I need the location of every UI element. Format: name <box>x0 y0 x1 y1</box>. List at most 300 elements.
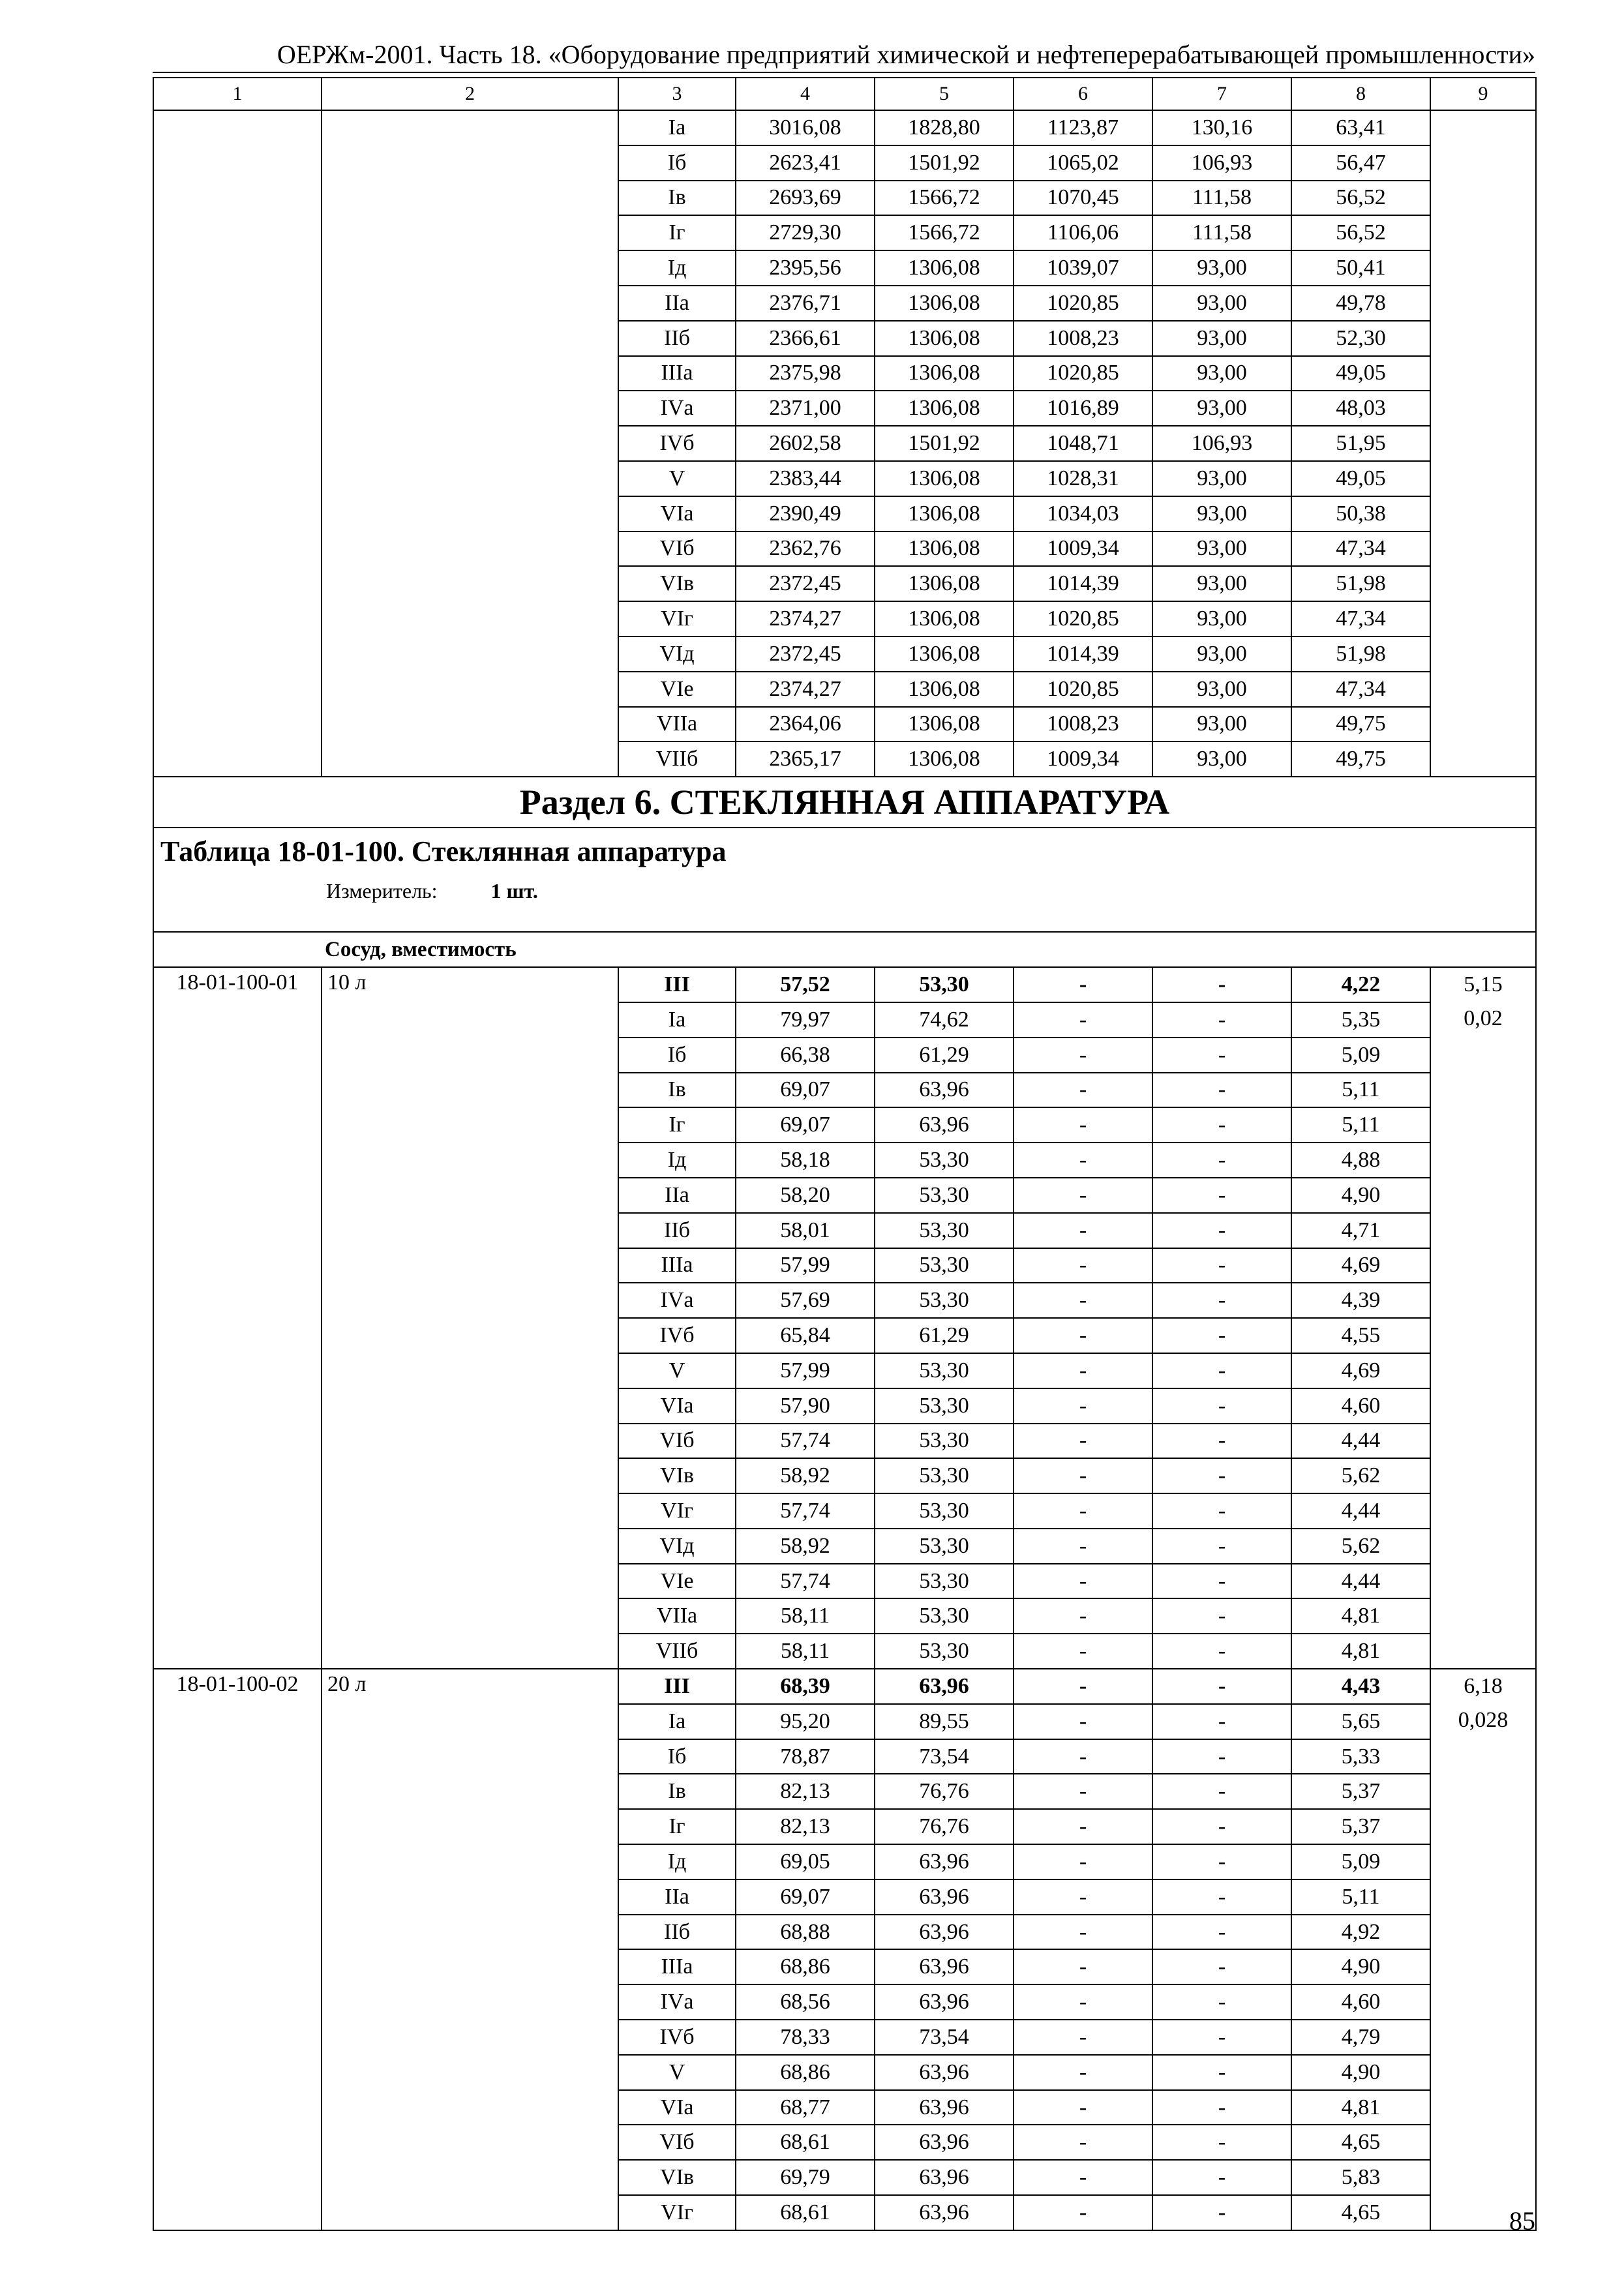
value-cell: 2395,56 <box>736 250 875 286</box>
value-cell: - <box>1014 1143 1152 1178</box>
zone-cell: VIв <box>618 1458 736 1493</box>
name-cell <box>322 461 618 496</box>
value-cell: - <box>1152 1915 1291 1950</box>
value-cell: - <box>1014 1248 1152 1283</box>
zone-cell: Iа <box>618 1704 736 1739</box>
value-cell: 93,00 <box>1152 250 1291 286</box>
section-row <box>153 777 1536 828</box>
item-name: 10 л <box>322 967 618 1669</box>
value-cell: 5,11 <box>1291 1879 1430 1915</box>
zone-cell: IVа <box>618 1283 736 1318</box>
value-cell: 5,65 <box>1291 1704 1430 1739</box>
value-cell: 76,76 <box>875 1774 1014 1809</box>
value-cell: 2364,06 <box>736 707 875 742</box>
table-row <box>153 110 1536 145</box>
zone-cell: III <box>618 1669 736 1704</box>
name-cell <box>322 145 618 181</box>
value-cell: 1306,08 <box>875 707 1014 742</box>
code-cell <box>153 145 322 181</box>
value-cell: 4,71 <box>1291 1213 1430 1248</box>
value-cell: 5,37 <box>1291 1774 1430 1809</box>
value-cell: 56,52 <box>1291 181 1430 216</box>
value-cell: 1039,07 <box>1014 250 1152 286</box>
value-cell: 89,55 <box>875 1704 1014 1739</box>
value-cell: 68,56 <box>736 1984 875 2020</box>
value-cell: - <box>1152 1073 1291 1108</box>
value-cell: 2729,30 <box>736 215 875 250</box>
table-row <box>153 636 1536 672</box>
value-cell: 4,65 <box>1291 2125 1430 2160</box>
code-cell <box>153 636 322 672</box>
value-cell: 4,69 <box>1291 1353 1430 1388</box>
zone-cell: VIв <box>618 566 736 601</box>
value-cell: 5,33 <box>1291 1739 1430 1774</box>
section-title: Раздел 6. СТЕКЛЯННАЯ АППАРАТУРА <box>153 777 1536 828</box>
value-cell: 93,00 <box>1152 461 1291 496</box>
value-cell: 78,87 <box>736 1739 875 1774</box>
name-cell <box>322 707 618 742</box>
value-cell: 1306,08 <box>875 286 1014 321</box>
value-cell: 68,77 <box>736 2090 875 2125</box>
value-cell: 63,96 <box>875 1984 1014 2020</box>
value-cell: - <box>1014 1458 1152 1493</box>
value-cell: 93,00 <box>1152 356 1291 391</box>
zone-cell: IIIа <box>618 356 736 391</box>
column-number: 4 <box>736 78 875 110</box>
value-cell: 57,99 <box>736 1248 875 1283</box>
value-cell: 58,92 <box>736 1458 875 1493</box>
value-cell: 74,62 <box>875 1002 1014 1038</box>
value-cell: - <box>1152 1318 1291 1353</box>
name-cell <box>322 215 618 250</box>
table-header-row <box>153 828 1536 932</box>
value-cell: - <box>1014 1002 1152 1038</box>
value-cell: 61,29 <box>875 1038 1014 1073</box>
value-cell: 93,00 <box>1152 636 1291 672</box>
zone-cell: VIб <box>618 1424 736 1459</box>
value-cell: 93,00 <box>1152 566 1291 601</box>
zone-cell: VIб <box>618 531 736 567</box>
value-cell: 5,11 <box>1291 1073 1430 1108</box>
zone-cell: VIа <box>618 496 736 531</box>
value-cell: - <box>1152 2090 1291 2125</box>
table-title: Таблица 18-01-100. Стеклянная аппаратура <box>160 835 727 868</box>
value-cell: - <box>1152 1984 1291 2020</box>
column-number: 9 <box>1430 78 1536 110</box>
name-cell <box>322 496 618 531</box>
table-body <box>153 78 1536 2230</box>
value-cell: - <box>1014 2125 1152 2160</box>
value-cell: - <box>1152 1038 1291 1073</box>
zone-cell: IIIа <box>618 1248 736 1283</box>
value-cell: 57,99 <box>736 1353 875 1388</box>
value-cell: 2623,41 <box>736 145 875 181</box>
value-cell: 53,30 <box>875 1248 1014 1283</box>
value-cell: - <box>1014 2055 1152 2090</box>
value-cell: - <box>1014 1879 1152 1915</box>
table-row <box>153 215 1536 250</box>
value-cell: 1028,31 <box>1014 461 1152 496</box>
column-number: 8 <box>1291 78 1430 110</box>
table-row <box>153 1669 1536 1704</box>
value-cell: 57,74 <box>736 1493 875 1529</box>
col9-cell <box>1430 741 1536 777</box>
meter-label: Измеритель: <box>326 879 438 903</box>
name-cell <box>322 321 618 356</box>
zone-cell: Iв <box>618 181 736 216</box>
code-cell <box>153 286 322 321</box>
value-cell: - <box>1014 1634 1152 1669</box>
code-cell <box>153 741 322 777</box>
value-cell: - <box>1152 1704 1291 1739</box>
table-row <box>153 461 1536 496</box>
col9-cell <box>1430 636 1536 672</box>
col9-cell <box>1430 356 1536 391</box>
zone-cell: VIг <box>618 1493 736 1529</box>
value-cell: 2383,44 <box>736 461 875 496</box>
value-cell: - <box>1014 2090 1152 2125</box>
value-cell: 1306,08 <box>875 741 1014 777</box>
value-cell: - <box>1152 1248 1291 1283</box>
value-cell: 1501,92 <box>875 145 1014 181</box>
price-table <box>153 77 1537 2231</box>
table-header-cell <box>153 828 1536 932</box>
name-cell <box>322 110 618 145</box>
value-cell: 53,30 <box>875 1634 1014 1669</box>
table-row <box>153 531 1536 567</box>
column-number: 2 <box>322 78 618 110</box>
zone-cell: VIд <box>618 636 736 672</box>
value-cell: 49,75 <box>1291 707 1430 742</box>
value-cell: 79,97 <box>736 1002 875 1038</box>
value-cell: 1065,02 <box>1014 145 1152 181</box>
name-cell <box>322 391 618 426</box>
table-row <box>153 145 1536 181</box>
table-row <box>153 672 1536 707</box>
value-cell: - <box>1014 2020 1152 2055</box>
value-cell: 47,34 <box>1291 601 1430 636</box>
value-cell: 93,00 <box>1152 601 1291 636</box>
value-cell: 1034,03 <box>1014 496 1152 531</box>
name-cell <box>322 741 618 777</box>
value-cell: 49,78 <box>1291 286 1430 321</box>
value-cell: 1008,23 <box>1014 707 1152 742</box>
value-cell: - <box>1014 1529 1152 1564</box>
value-cell: 4,60 <box>1291 1388 1430 1424</box>
zone-cell: VIIа <box>618 1598 736 1634</box>
value-cell: - <box>1014 2160 1152 2195</box>
code-cell <box>153 391 322 426</box>
name-cell <box>322 250 618 286</box>
name-cell <box>322 566 618 601</box>
value-cell: - <box>1014 1178 1152 1213</box>
value-cell: - <box>1152 1388 1291 1424</box>
value-cell: 1566,72 <box>875 215 1014 250</box>
value-cell: 1306,08 <box>875 636 1014 672</box>
value-cell: 1070,45 <box>1014 181 1152 216</box>
table-row <box>153 426 1536 461</box>
table-row <box>153 566 1536 601</box>
name-cell <box>322 672 618 707</box>
value-cell: - <box>1014 1318 1152 1353</box>
zone-cell: III <box>618 967 736 1002</box>
col9-value: 5,15 <box>1464 972 1503 997</box>
subsection-title: Сосуд, вместимость <box>325 937 517 961</box>
value-cell: - <box>1014 1844 1152 1879</box>
column-number: 7 <box>1152 78 1291 110</box>
zone-cell: IIIа <box>618 1949 736 1984</box>
value-cell: 1014,39 <box>1014 636 1152 672</box>
value-cell: 63,96 <box>875 1879 1014 1915</box>
value-cell: 1306,08 <box>875 250 1014 286</box>
value-cell: - <box>1152 1739 1291 1774</box>
value-cell: 53,30 <box>875 1529 1014 1564</box>
value-cell: - <box>1152 2125 1291 2160</box>
value-cell: 93,00 <box>1152 741 1291 777</box>
value-cell: 49,05 <box>1291 356 1430 391</box>
value-cell: 1009,34 <box>1014 741 1152 777</box>
value-cell: 111,58 <box>1152 215 1291 250</box>
value-cell: 63,96 <box>875 1107 1014 1143</box>
zone-cell: Iб <box>618 145 736 181</box>
col9-cell <box>1430 566 1536 601</box>
value-cell: 93,00 <box>1152 672 1291 707</box>
zone-cell: V <box>618 461 736 496</box>
value-cell: - <box>1152 2195 1291 2230</box>
value-cell: 1501,92 <box>875 426 1014 461</box>
value-cell: 1009,34 <box>1014 531 1152 567</box>
value-cell: 2374,27 <box>736 672 875 707</box>
value-cell: 63,96 <box>875 2125 1014 2160</box>
value-cell: 57,52 <box>736 967 875 1002</box>
value-cell: 53,30 <box>875 1493 1014 1529</box>
value-cell: 53,30 <box>875 1213 1014 1248</box>
name-cell <box>322 636 618 672</box>
value-cell: 52,30 <box>1291 321 1430 356</box>
value-cell: 95,20 <box>736 1704 875 1739</box>
col9-cell <box>1430 426 1536 461</box>
col9-cell <box>1430 967 1536 1669</box>
value-cell: 106,93 <box>1152 145 1291 181</box>
column-number-row <box>153 78 1536 110</box>
value-cell: 68,61 <box>736 2125 875 2160</box>
value-cell: 5,11 <box>1291 1107 1430 1143</box>
value-cell: 3016,08 <box>736 110 875 145</box>
value-cell: 53,30 <box>875 1388 1014 1424</box>
page-number: 85 <box>1509 2206 1535 2236</box>
value-cell: 51,98 <box>1291 636 1430 672</box>
code-cell <box>153 110 322 145</box>
code-cell <box>153 321 322 356</box>
col9-value: 0,028 <box>1458 1707 1509 1732</box>
value-cell: 2371,00 <box>736 391 875 426</box>
zone-cell: IIа <box>618 286 736 321</box>
zone-cell: VIIб <box>618 741 736 777</box>
value-cell: 5,09 <box>1291 1038 1430 1073</box>
value-cell: 58,01 <box>736 1213 875 1248</box>
value-cell: - <box>1014 1949 1152 1984</box>
value-cell: 4,22 <box>1291 967 1430 1002</box>
item-code: 18-01-100-02 <box>153 1669 322 2230</box>
col9-cell <box>1430 531 1536 567</box>
value-cell: 2693,69 <box>736 181 875 216</box>
value-cell: 1020,85 <box>1014 672 1152 707</box>
value-cell: - <box>1014 2195 1152 2230</box>
value-cell: 1306,08 <box>875 601 1014 636</box>
col9-value: 6,18 <box>1464 1674 1503 1699</box>
value-cell: 53,30 <box>875 967 1014 1002</box>
zone-cell: IIа <box>618 1879 736 1915</box>
value-cell: 51,95 <box>1291 426 1430 461</box>
value-cell: - <box>1014 1739 1152 1774</box>
name-cell <box>322 601 618 636</box>
value-cell: 47,34 <box>1291 531 1430 567</box>
value-cell: - <box>1152 1774 1291 1809</box>
name-cell <box>322 356 618 391</box>
value-cell: 1048,71 <box>1014 426 1152 461</box>
value-cell: - <box>1152 1283 1291 1318</box>
zone-cell: IIа <box>618 1178 736 1213</box>
value-cell: 53,30 <box>875 1564 1014 1599</box>
code-cell <box>153 461 322 496</box>
value-cell: - <box>1014 967 1152 1002</box>
column-number: 6 <box>1014 78 1152 110</box>
value-cell: 93,00 <box>1152 286 1291 321</box>
value-cell: 4,81 <box>1291 1634 1430 1669</box>
name-cell <box>322 531 618 567</box>
value-cell: 4,69 <box>1291 1248 1430 1283</box>
code-cell <box>153 531 322 567</box>
value-cell: 63,96 <box>875 1949 1014 1984</box>
col9-cell <box>1430 707 1536 742</box>
table-row <box>153 601 1536 636</box>
value-cell: - <box>1152 1213 1291 1248</box>
value-cell: 2362,76 <box>736 531 875 567</box>
value-cell: - <box>1014 1915 1152 1950</box>
value-cell: - <box>1014 1424 1152 1459</box>
zone-cell: Iа <box>618 110 736 145</box>
col9-value: 0,02 <box>1464 1006 1503 1030</box>
table-row <box>153 967 1536 1002</box>
value-cell: - <box>1014 1669 1152 1704</box>
value-cell: 69,05 <box>736 1844 875 1879</box>
value-cell: 93,00 <box>1152 707 1291 742</box>
value-cell: 63,96 <box>875 1669 1014 1704</box>
value-cell: 50,41 <box>1291 250 1430 286</box>
value-cell: 93,00 <box>1152 531 1291 567</box>
value-cell: 1014,39 <box>1014 566 1152 601</box>
value-cell: 2372,45 <box>736 566 875 601</box>
value-cell: 69,79 <box>736 2160 875 2195</box>
value-cell: 93,00 <box>1152 496 1291 531</box>
value-cell: 1123,87 <box>1014 110 1152 145</box>
zone-cell: IVб <box>618 1318 736 1353</box>
zone-cell: VIе <box>618 1564 736 1599</box>
value-cell: 4,90 <box>1291 1949 1430 1984</box>
zone-cell: Iг <box>618 1107 736 1143</box>
zone-cell: Iд <box>618 1143 736 1178</box>
code-cell <box>153 496 322 531</box>
code-cell <box>153 426 322 461</box>
value-cell: 1306,08 <box>875 496 1014 531</box>
zone-cell: Iв <box>618 1073 736 1108</box>
value-cell: 4,55 <box>1291 1318 1430 1353</box>
value-cell: 4,81 <box>1291 1598 1430 1634</box>
column-number: 5 <box>875 78 1014 110</box>
zone-cell: Iб <box>618 1739 736 1774</box>
value-cell: 1020,85 <box>1014 356 1152 391</box>
value-cell: 4,60 <box>1291 1984 1430 2020</box>
table-row <box>153 250 1536 286</box>
col9-cell <box>1430 461 1536 496</box>
value-cell: - <box>1014 1984 1152 2020</box>
value-cell: 63,41 <box>1291 110 1430 145</box>
value-cell: 4,44 <box>1291 1493 1430 1529</box>
value-cell: - <box>1152 1564 1291 1599</box>
value-cell: 50,38 <box>1291 496 1430 531</box>
value-cell: 58,11 <box>736 1598 875 1634</box>
value-cell: 56,47 <box>1291 145 1430 181</box>
zone-cell: VIб <box>618 2125 736 2160</box>
code-cell <box>153 707 322 742</box>
value-cell: 4,39 <box>1291 1283 1430 1318</box>
value-cell: 2390,49 <box>736 496 875 531</box>
zone-cell: Iг <box>618 215 736 250</box>
value-cell: - <box>1152 1844 1291 1879</box>
value-cell: 66,38 <box>736 1038 875 1073</box>
value-cell: 2366,61 <box>736 321 875 356</box>
col9-cell <box>1430 391 1536 426</box>
zone-cell: VIа <box>618 1388 736 1424</box>
value-cell: 68,86 <box>736 2055 875 2090</box>
zone-cell: VIг <box>618 2195 736 2230</box>
zone-cell: IVа <box>618 391 736 426</box>
value-cell: 53,30 <box>875 1353 1014 1388</box>
value-cell: 1306,08 <box>875 321 1014 356</box>
value-cell: - <box>1014 1564 1152 1599</box>
value-cell: - <box>1152 1143 1291 1178</box>
value-cell: - <box>1152 1002 1291 1038</box>
value-cell: 63,96 <box>875 2090 1014 2125</box>
value-cell: 65,84 <box>736 1318 875 1353</box>
item-name: 20 л <box>322 1669 618 2230</box>
value-cell: 68,88 <box>736 1915 875 1950</box>
value-cell: 2372,45 <box>736 636 875 672</box>
value-cell: 5,37 <box>1291 1809 1430 1844</box>
table-row <box>153 356 1536 391</box>
value-cell: 82,13 <box>736 1809 875 1844</box>
value-cell: 1566,72 <box>875 181 1014 216</box>
zone-cell: IVа <box>618 1984 736 2020</box>
value-cell: 4,43 <box>1291 1669 1430 1704</box>
value-cell: 63,96 <box>875 1844 1014 1879</box>
value-cell: - <box>1014 1598 1152 1634</box>
value-cell: 82,13 <box>736 1774 875 1809</box>
meter-value: 1 шт. <box>490 879 538 903</box>
value-cell: 76,76 <box>875 1809 1014 1844</box>
value-cell: 63,96 <box>875 2195 1014 2230</box>
value-cell: 1020,85 <box>1014 601 1152 636</box>
value-cell: 48,03 <box>1291 391 1430 426</box>
table-row <box>153 391 1536 426</box>
value-cell: 1106,06 <box>1014 215 1152 250</box>
value-cell: 51,98 <box>1291 566 1430 601</box>
value-cell: 4,88 <box>1291 1143 1430 1178</box>
value-cell: - <box>1152 2020 1291 2055</box>
col9-cell <box>1430 321 1536 356</box>
value-cell: 4,79 <box>1291 2020 1430 2055</box>
value-cell: 1306,08 <box>875 461 1014 496</box>
